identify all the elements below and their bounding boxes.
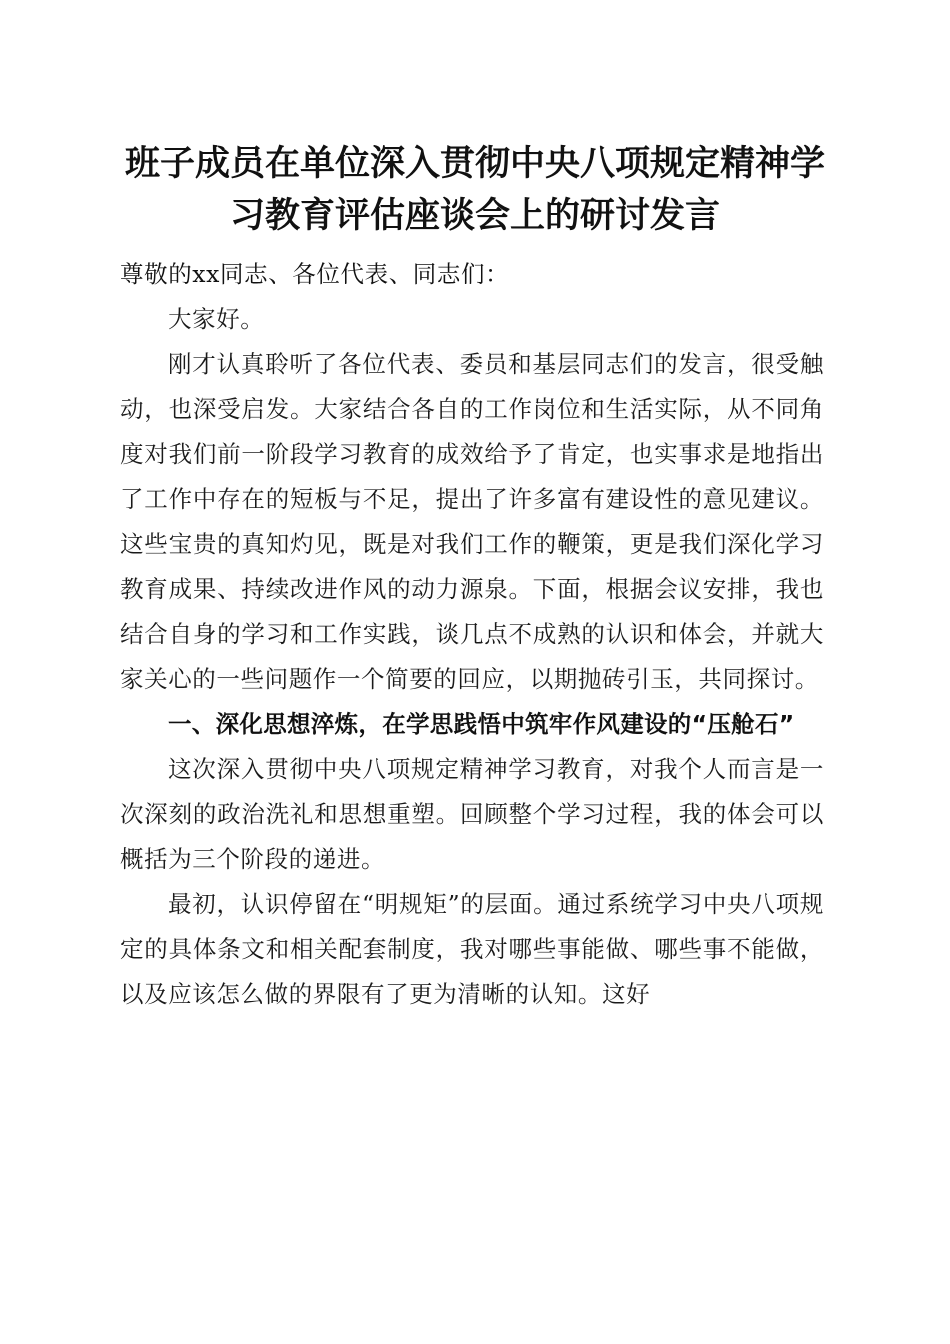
intro-paragraph: 刚才认真聆听了各位代表、委员和基层同志们的发言，很受触动，也深受启发。大家结合各自的工作岗位和生活实际，从不同角度对我们前一阶段学习教育的成效给予了肯定，也实事求是地指出了工作中存在的短板与不足，提出了许多富有建设性的意见建议。这些宝贵的真知灼见，既是对我们工作的鞭策，更是我们深化学习教育成果、持续改进作风的动力源泉。下面，根据会议安排，我也结合自身的学习和工作实践，谈几点不成熟的认识和体会，并就大家关心的一些问题作一个简要的回应，以期抛砖引玉，共同探讨。 — [120, 350, 824, 693]
section-1-paragraph-2: 最初，认识停留在“明规矩”的层面。通过系统学习中央八项规定的具体条文和相关配套制度，我对哪些事能做、哪些事不能做，以及应该怎么做的界限有了更为清晰的认知。这好 — [120, 890, 824, 1008]
document-body — [120, 252, 824, 1017]
section-1-paragraph-1: 这次深入贯彻中央八项规定精神学习教育，对我个人而言是一次深刻的政治洗礼和思想重塑。回顾整个学习过程，我的体会可以概括为三个阶段的递进。 — [120, 755, 824, 873]
salutation: 尊敬的xx同志、各位代表、同志们： — [120, 260, 510, 288]
title-line-1: 班子成员在单位深入贯彻中央八项规定精神学 — [124, 143, 825, 184]
section-1-heading: 一、深化思想淬炼，在学思践悟中筑牢作风建设的“压舱石” — [168, 710, 795, 738]
title-line-2: 习教育评估座谈会上的研讨发言 — [229, 195, 720, 236]
document-title — [110, 138, 840, 242]
greeting: 大家好。 — [168, 305, 265, 333]
